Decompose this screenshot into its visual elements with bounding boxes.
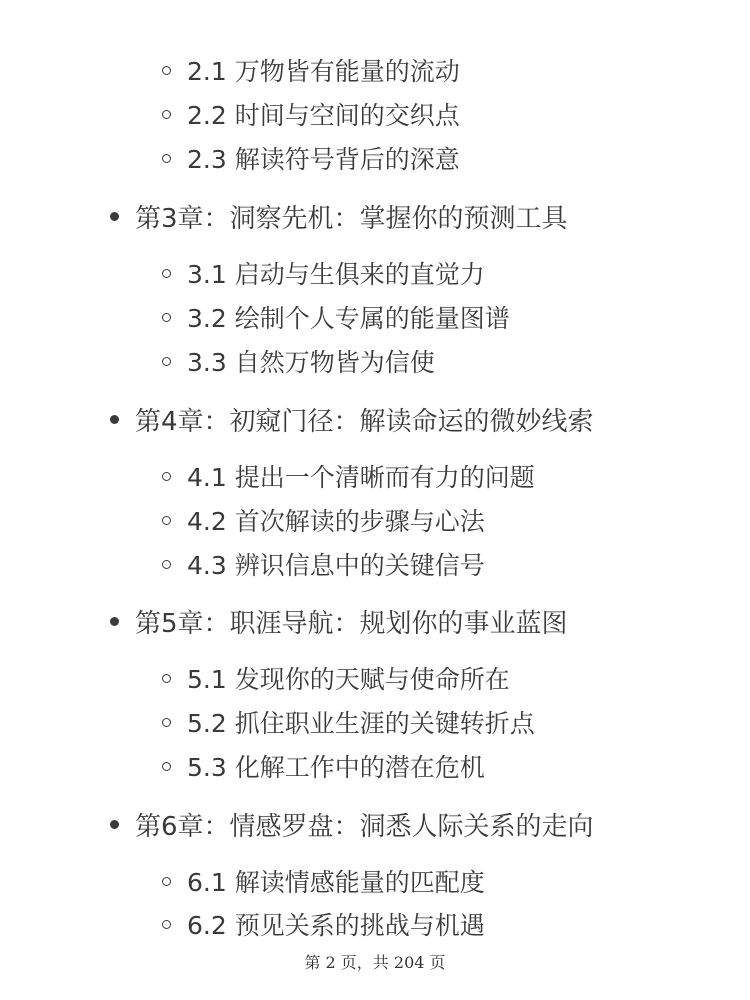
- toc-chapter-6: [110, 804, 594, 844]
- toc-section-4-1: [162, 456, 535, 496]
- footer-middle: 页，共: [335, 953, 394, 972]
- toc-section-label: 6.2 预见关系的挑战与机遇: [187, 911, 485, 940]
- toc-section-5-2: [162, 702, 535, 742]
- toc-section-2-1: [162, 50, 460, 90]
- toc-section-label: 2.1 万物皆有能量的流动: [187, 57, 460, 86]
- hollow-bullet-icon: [162, 920, 171, 929]
- toc-chapter-label: 第4章：初窥门径：解读命运的微妙线索: [135, 406, 594, 437]
- filled-bullet-icon: [110, 415, 119, 424]
- toc-section-label: 3.1 启动与生俱来的直觉力: [187, 260, 485, 289]
- hollow-bullet-icon: [162, 66, 171, 75]
- toc-section-label: 6.1 解读情感能量的匹配度: [187, 868, 485, 897]
- toc-chapter-label: 第5章：职涯导航：规划你的事业蓝图: [135, 608, 568, 639]
- hollow-bullet-icon: [162, 357, 171, 366]
- toc-section-label: 2.2 时间与空间的交织点: [187, 101, 460, 130]
- toc-section-3-1: [162, 253, 485, 293]
- filled-bullet-icon: [110, 617, 119, 626]
- toc-section-label: 4.2 首次解读的步骤与心法: [187, 507, 485, 536]
- total-page-count: 204: [393, 953, 425, 972]
- hollow-bullet-icon: [162, 313, 171, 322]
- current-page-number: 2: [325, 953, 336, 972]
- toc-section-3-3: [162, 341, 435, 381]
- toc-section-3-2: [162, 297, 510, 337]
- toc-section-4-3: [162, 544, 485, 584]
- toc-chapter-label: 第3章：洞察先机：掌握你的预测工具: [135, 203, 568, 234]
- toc-chapter-3: [110, 196, 568, 236]
- hollow-bullet-icon: [162, 269, 171, 278]
- toc-chapter-label: 第6章：情感罗盘：洞悉人际关系的走向: [135, 811, 594, 842]
- toc-section-2-2: [162, 94, 460, 134]
- toc-section-label: 2.3 解读符号背后的深意: [187, 145, 460, 174]
- page-footer: [0, 950, 750, 973]
- hollow-bullet-icon: [162, 762, 171, 771]
- hollow-bullet-icon: [162, 674, 171, 683]
- toc-section-label: 5.1 发现你的天赋与使命所在: [187, 665, 510, 694]
- toc-section-6-1: [162, 861, 485, 901]
- hollow-bullet-icon: [162, 718, 171, 727]
- toc-section-label: 3.3 自然万物皆为信使: [187, 348, 435, 377]
- toc-section-6-2: [162, 904, 485, 944]
- toc-section-2-3: [162, 138, 460, 178]
- hollow-bullet-icon: [162, 110, 171, 119]
- toc-section-label: 5.2 抓住职业生涯的关键转折点: [187, 709, 535, 738]
- hollow-bullet-icon: [162, 516, 171, 525]
- filled-bullet-icon: [110, 212, 119, 221]
- hollow-bullet-icon: [162, 877, 171, 886]
- footer-suffix: 页: [424, 953, 446, 972]
- toc-section-5-3: [162, 746, 485, 786]
- toc-section-label: 5.3 化解工作中的潜在危机: [187, 753, 485, 782]
- filled-bullet-icon: [110, 820, 119, 829]
- toc-chapter-4: [110, 399, 594, 439]
- toc-section-4-2: [162, 500, 485, 540]
- toc-section-label: 4.1 提出一个清晰而有力的问题: [187, 463, 535, 492]
- hollow-bullet-icon: [162, 560, 171, 569]
- toc-section-label: 4.3 辨识信息中的关键信号: [187, 551, 485, 580]
- toc-chapter-5: [110, 601, 568, 641]
- footer-prefix: 第: [304, 953, 326, 972]
- toc-section-5-1: [162, 658, 510, 698]
- toc-section-label: 3.2 绘制个人专属的能量图谱: [187, 304, 510, 333]
- hollow-bullet-icon: [162, 472, 171, 481]
- hollow-bullet-icon: [162, 154, 171, 163]
